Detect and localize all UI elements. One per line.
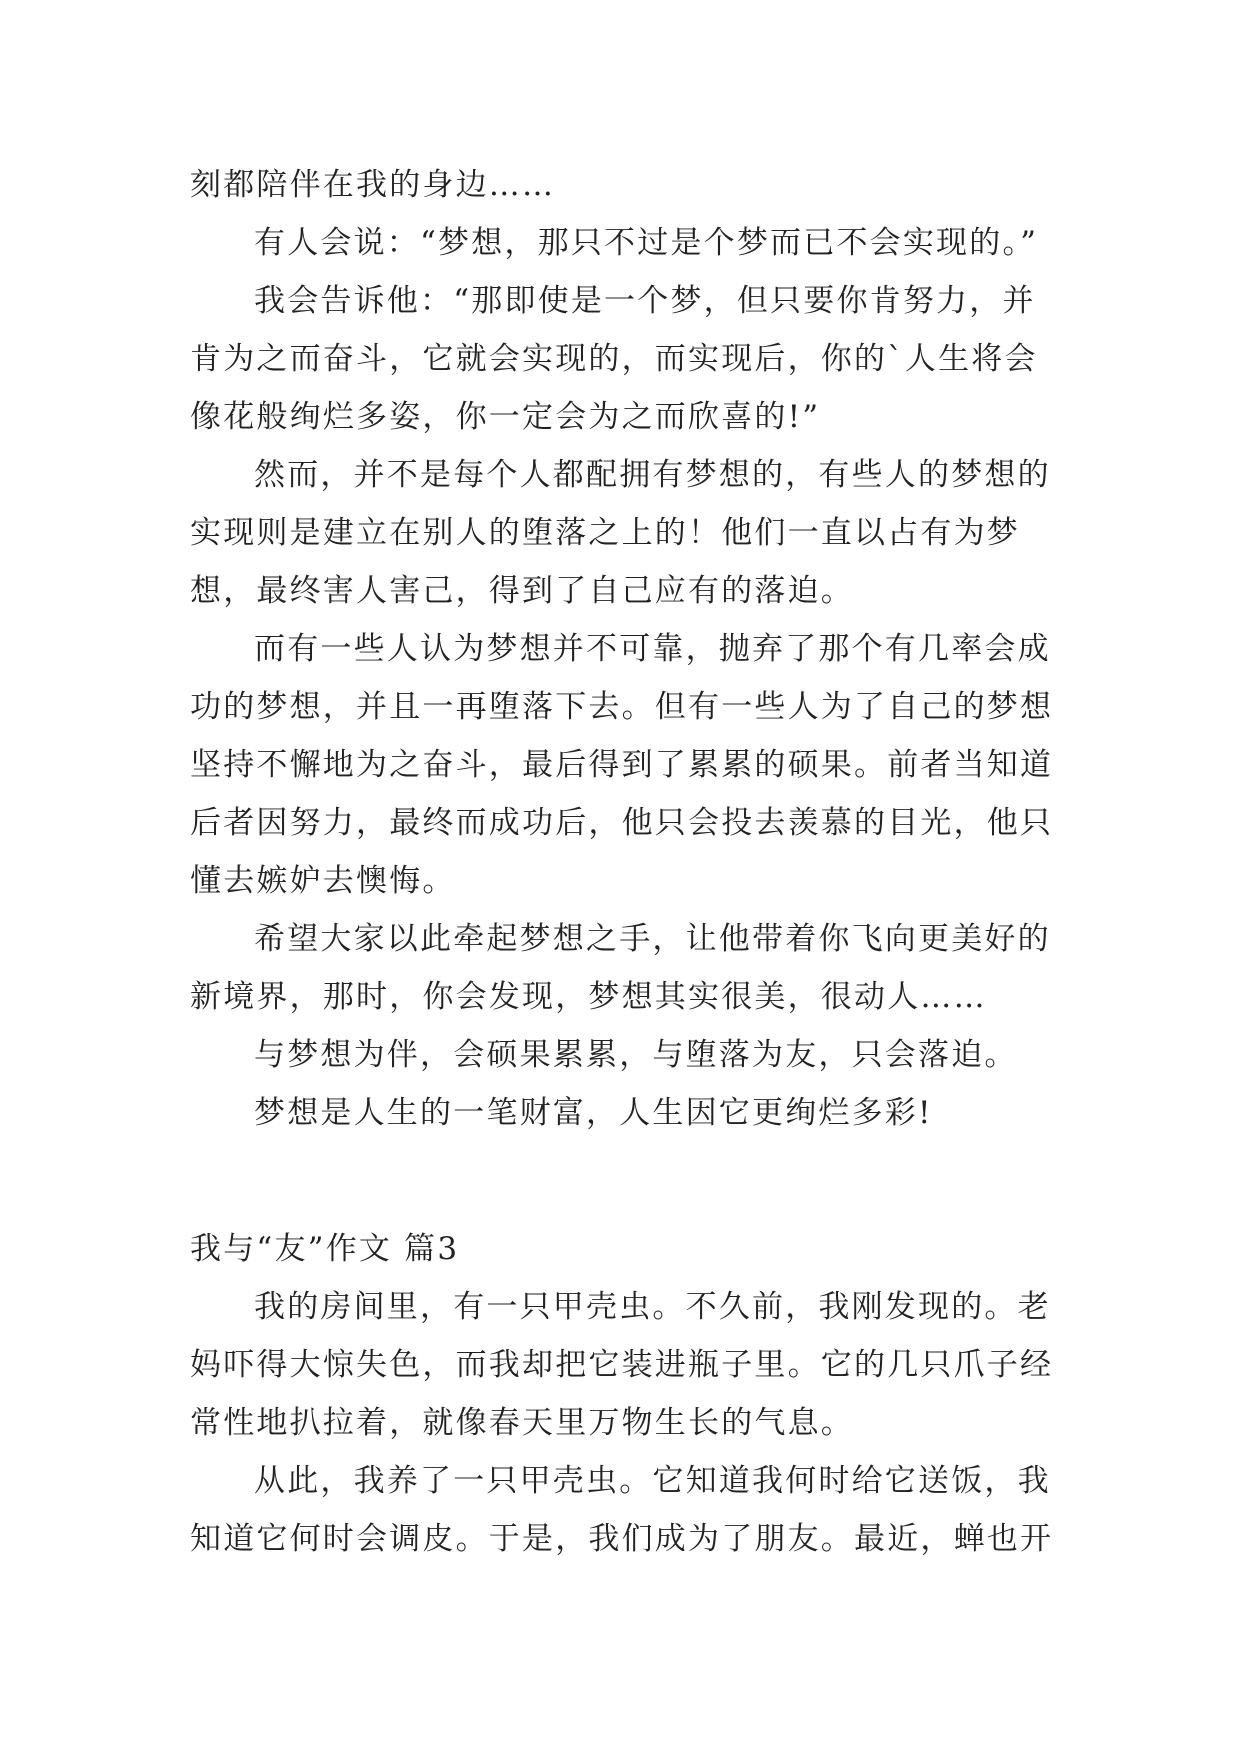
paragraph-line: 懂去嫉妒去懊悔。 [190,863,456,899]
paragraph-line: 常性地扒拉着，就像春天里万物生长的气息。 [190,1405,854,1441]
paragraph-line: 妈吓得大惊失色，而我却把它装进瓶子里。它的几只爪子经 [190,1347,1054,1383]
paragraph-line: 肯为之而奋斗，它就会实现的，而实现后，你的`人生将会 [190,341,1038,377]
paragraph-line: 我会告诉他：“那即使是一个梦，但只要你肯努力，并 [254,283,1036,319]
paragraph-line: 有人会说：“梦想，那只不过是个梦而已不会实现的。” [254,225,1039,261]
paragraph-line: 希望大家以此牵起梦想之手，让他带着你飞向更美好的 [254,921,1051,957]
paragraph-line: 梦想是人生的一笔财富，人生因它更绚烂多彩! [254,1095,933,1131]
paragraph-line: 想，最终害人害己，得到了自己应有的落迫。 [190,573,854,609]
section-title: 我与“友”作文 篇3 [190,1231,460,1267]
paragraph-line: 实现则是建立在别人的堕落之上的！他们一直以占有为梦 [190,515,1020,551]
paragraph-line: 像花般绚烂多姿，你一定会为之而欣喜的!” [190,399,821,435]
section-spacer [190,1142,1052,1200]
paragraph-line: 我的房间里，有一只甲壳虫。不久前，我刚发现的。老 [254,1289,1051,1325]
paragraph-line: 刻都陪伴在我的身边…… [190,167,556,203]
paragraph-line: 然而，并不是每个人都配拥有梦想的，有些人的梦想的 [254,457,1051,493]
paragraph-line: 后者因努力，最终而成功后，他只会投去羡慕的目光，他只 [190,805,1054,841]
paragraph-line: 功的梦想，并且一再堕落下去。但有一些人为了自己的梦想 [190,689,1054,725]
paragraph-line: 从此，我养了一只甲壳虫。它知道我何时给它送饭，我 [254,1463,1051,1499]
paragraph-line: 知道它何时会调皮。于是，我们成为了朋友。最近，蝉也开 [190,1521,1054,1557]
paragraph-line: 坚持不懈地为之奋斗，最后得到了累累的硕果。前者当知道 [190,747,1054,783]
paragraph-line: 新境界，那时，你会发现，梦想其实很美，很动人…… [190,979,987,1015]
article-body [190,156,1052,1568]
paragraph-line: 而有一些人认为梦想并不可靠，抛弃了那个有几率会成 [254,631,1051,667]
paragraph-line: 与梦想为伴，会硕果累累，与堕落为友，只会落迫。 [254,1037,1018,1073]
